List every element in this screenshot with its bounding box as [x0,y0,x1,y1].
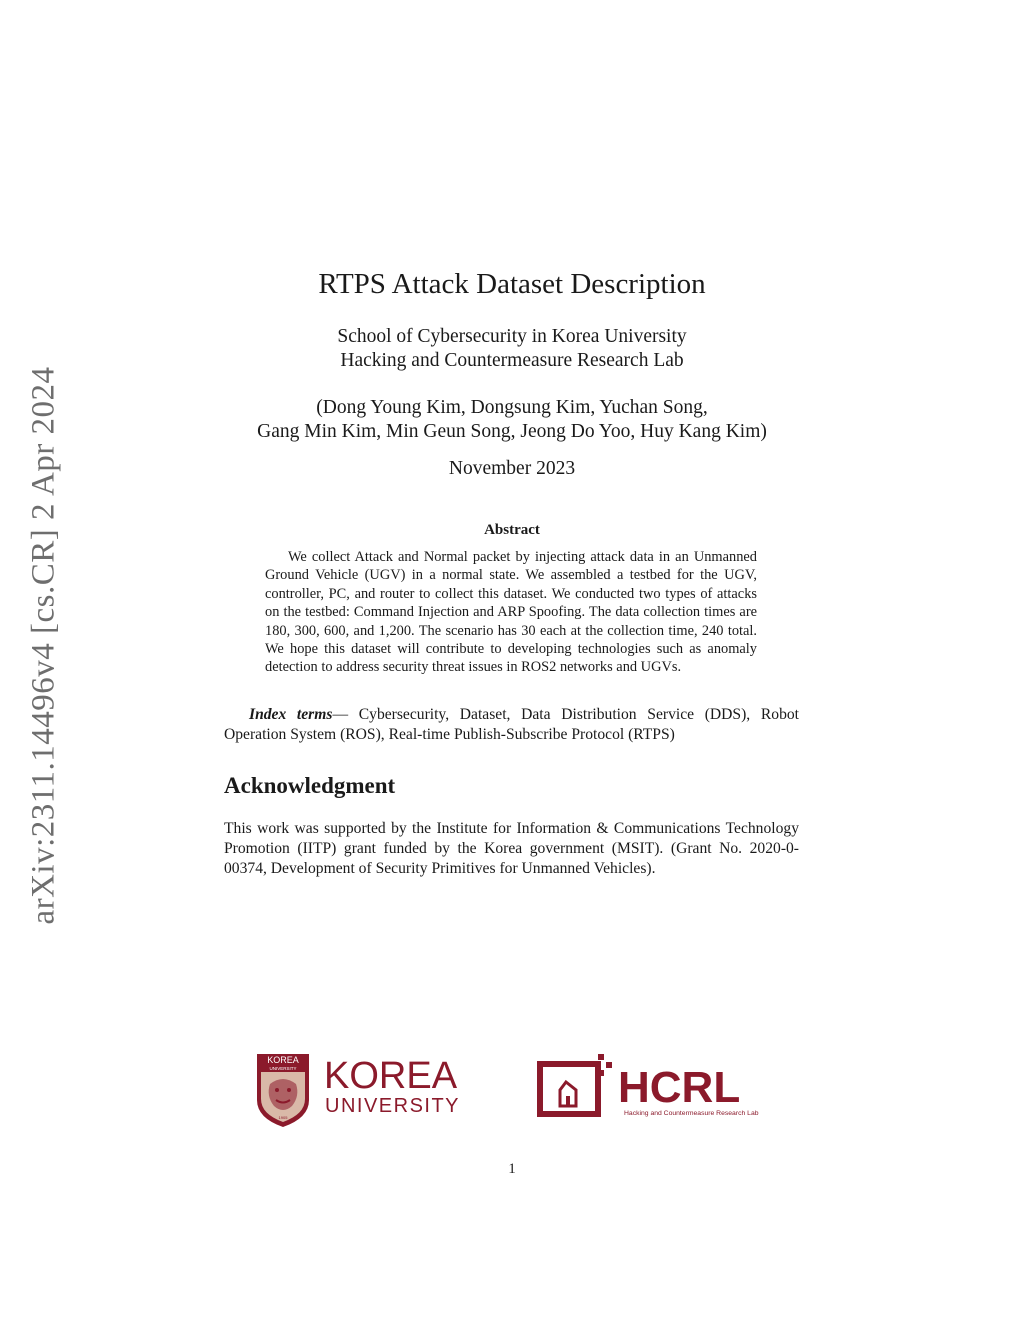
hcrl-wordmark: HCRL [618,1063,741,1112]
tiger-crest-icon [257,1054,309,1127]
korea-university-logo [256,1052,486,1130]
page-number: 1 [508,1161,516,1177]
hcrl-subtitle: Hacking and Countermeasure Research Lab [624,1110,759,1117]
hcrl-building-icon [540,1054,612,1114]
arxiv-identifier: arXiv:2311.14496v4 [cs.CR] 2 Apr 2024 [25,365,62,925]
index-terms-text: Cybersecurity, Dataset, Data Distribution Service (DDS), Robot Operation System (ROS), Real-time Publish-Subscribe Protocol (RTPS) [224,706,799,743]
index-terms-label: Index terms [249,706,333,723]
badge-year-text: 1905 [278,1115,288,1120]
publication-date: November 2023 [448,458,576,479]
hcrl-logo [534,1052,766,1122]
index-terms [224,705,799,745]
abstract-body: We collect Attack and Normal packet by injecting attack data in an Unmanned Ground Vehicle (UGV) in a normal state. We assembled a testbed for the UGV, controller, PC, and router to collect this dataset. We conducted two types of attacks on the testbed: Command Injection and ARP Spoofing. The data collection times are 180, 300, 600, and 1,200. The scenario has 30 each at the collection time, 240 total. We hope this dataset will contribute to developing technologies such as anomaly detection to address security threat issues in ROS2 networks and UGVs. [265,549,757,676]
author-list [0,396,1024,444]
authors-line-2: Gang Min Kim, Min Geun Song, Jeong Do Yoo, Huy Kang Kim) [257,421,767,442]
badge-top-text: KOREA [267,1055,299,1065]
index-terms-separator: — [332,706,359,723]
paper-title: RTPS Attack Dataset Description [318,268,706,300]
affiliation-line-1: School of Cybersecurity in Korea University [337,326,687,347]
university-wordmark: UNIVERSITY [325,1095,461,1117]
arxiv-side-stamp [12,360,76,930]
abstract-heading: Abstract [484,522,540,538]
acknowledgment-heading: Acknowledgment [224,773,396,798]
authors-line-1: (Dong Young Kim, Dongsung Kim, Yuchan Song, [316,397,708,418]
korea-wordmark: KOREA [324,1055,458,1097]
affiliation [0,325,1024,373]
acknowledgment-body: This work was supported by the Institute for Information & Communications Technology Promotion (IITP) grant funded by the Korea government (MSIT). (Grant No. 2020-0-00374, Development of Security Primitives for Unmanned Vehicles). [224,820,799,877]
badge-sub-text: UNIVERSITY [269,1066,297,1071]
affiliation-line-2: Hacking and Countermeasure Research Lab [340,350,684,371]
